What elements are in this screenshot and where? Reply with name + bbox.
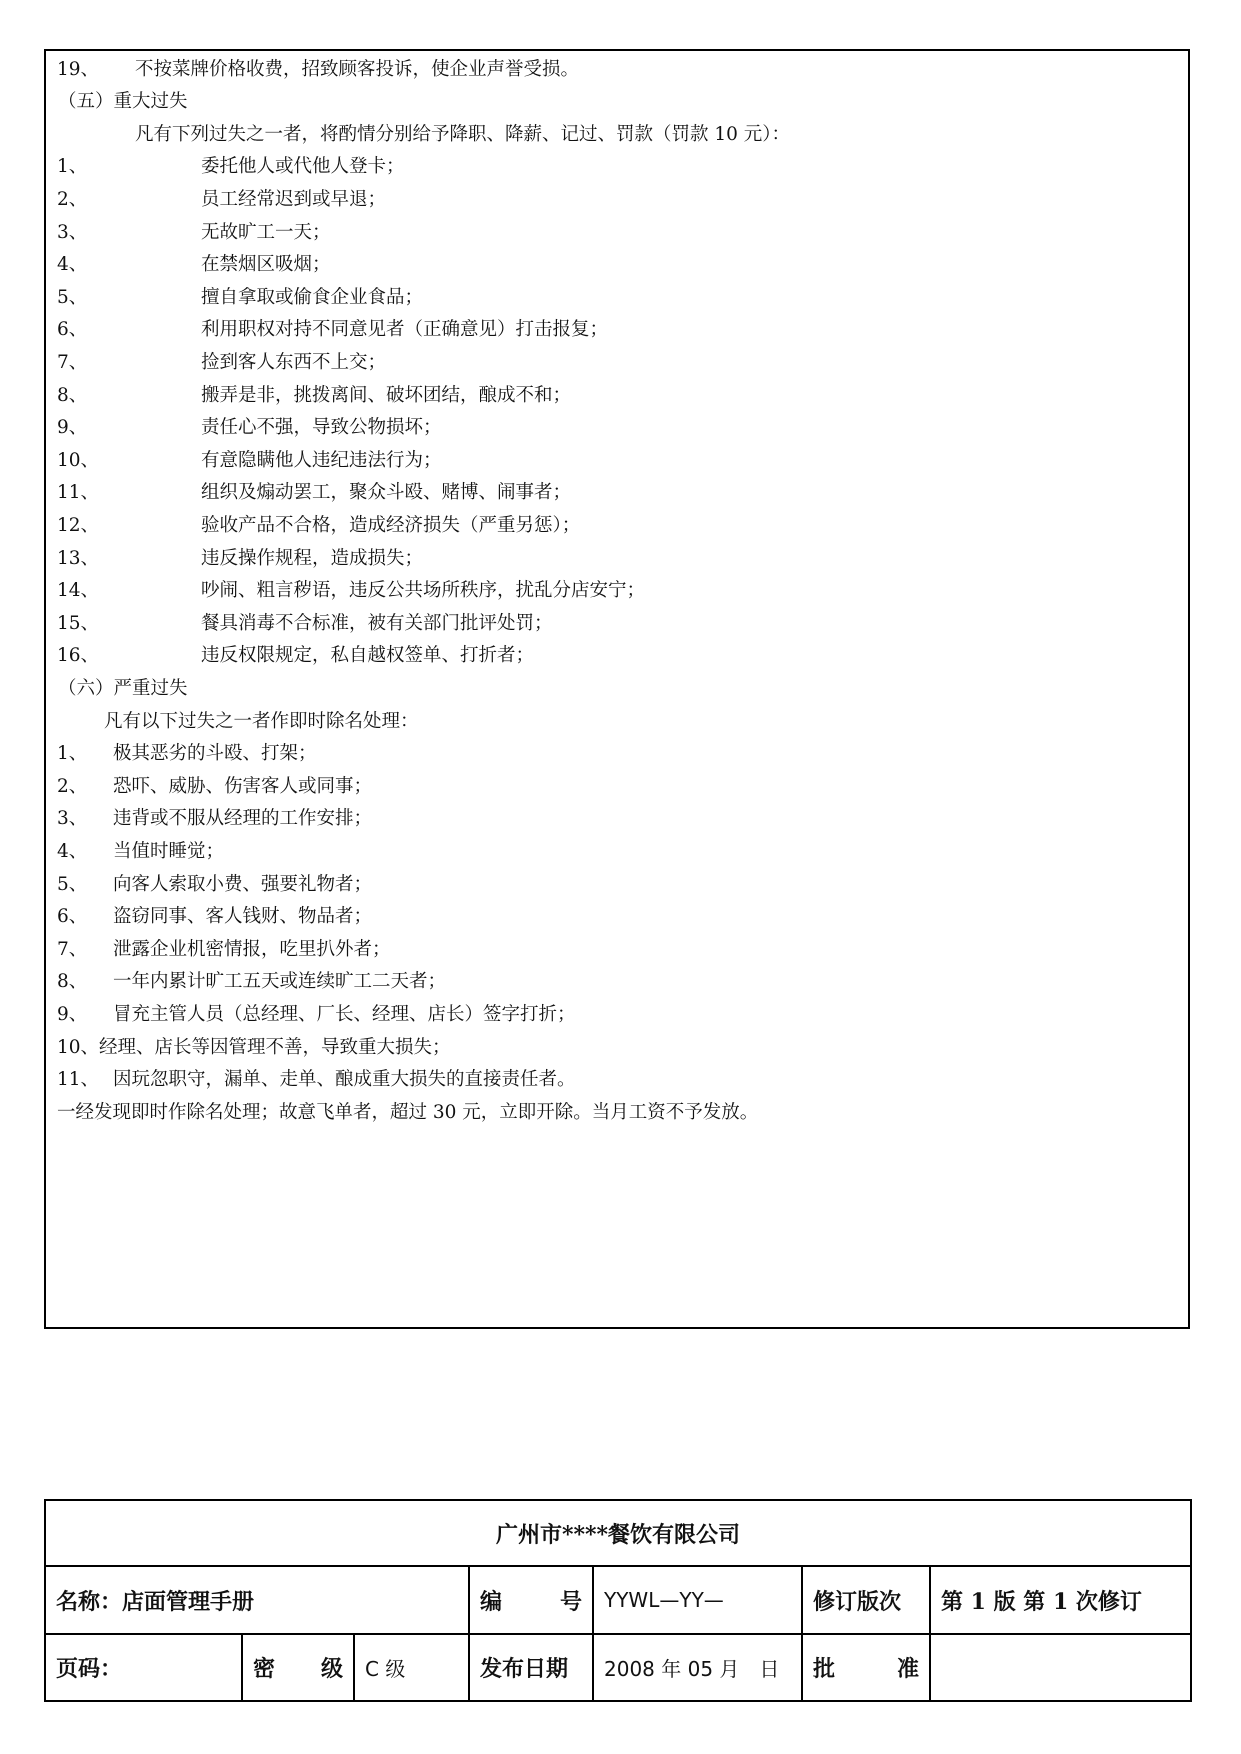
company-name: 广州市****餐饮有限公司 [45,1500,1191,1566]
code-label [469,1566,593,1634]
section-6-intro: 凡有以下过失之一者作即时除名处理： [104,711,419,732]
item-text: 在禁烟区吸烟； [201,254,331,275]
item-text: 当值时睡觉； [113,841,225,862]
secret-value: C 级 [354,1634,469,1701]
item-number: 5、 [57,287,88,308]
item-text: 一年内累计旷工五天或连续旷工二天者； [113,971,447,992]
item-text: 违反权限规定，私自越权签单、打折者； [201,645,535,666]
section-5-heading: （五）重大过失 [58,91,188,112]
item-text: 恐吓、威胁、伤害客人或同事； [113,776,373,797]
item-number: 14、 [57,580,100,601]
closing-note: 一经发现即时作除名处理；故意飞单者，超过 30 元，立即开除。当月工资不予发放。 [57,1102,759,1123]
approve-value [930,1634,1191,1701]
item-number: 4、 [57,841,88,862]
item-number: 10、 [57,450,100,471]
item-text: 责任心不强，导致公物损坏； [201,417,442,438]
item-text: 吵闹、粗言秽语，违反公共场所秩序，扰乱分店安宁； [201,580,646,601]
document-name: 名称：店面管理手册 [45,1566,469,1634]
item-text: 违反操作规程，造成损失； [201,548,424,569]
date-label: 发布日期 [469,1634,593,1701]
item-number: 1、 [57,156,88,177]
item-number: 8、 [57,385,88,406]
code-label-text: 编 号 [480,1588,582,1615]
item-text: 冒充主管人员（总经理、厂长、经理、店长）签字打折； [113,1004,576,1025]
item-number: 7、 [57,352,88,373]
approve-label-text: 批 准 [813,1656,919,1682]
item-text: 委托他人或代他人登卡； [201,156,405,177]
item-text: 泄露企业机密情报，吃里扒外者； [113,939,391,960]
item-text: 擅自拿取或偷食企业食品； [201,287,424,308]
page-label: 页码： [45,1634,242,1701]
date-value: 2008 年 05 月 日 [593,1634,802,1701]
approve-label [802,1634,930,1701]
item-text: 捡到客人东西不上交； [201,352,387,373]
item-number: 2、 [57,189,88,210]
item-number: 6、 [57,319,88,340]
item-text: 不按菜牌价格收费，招致顾客投诉，使企业声誉受损。 [135,59,580,80]
item-number: 16、 [57,645,100,666]
item-text: 搬弄是非，挑拨离间、破坏团结，酿成不和； [201,385,572,406]
item-number: 3、 [57,808,88,829]
item-number: 2、 [57,776,88,797]
code-value: YYWL—YY— [593,1566,802,1634]
item-number: 7、 [57,939,88,960]
revision-label: 修订版次 [802,1566,930,1634]
item-number: 13、 [57,548,100,569]
item-number: 5、 [57,874,88,895]
item-number: 11、 [57,482,100,503]
secret-label-text: 密 级 [253,1656,343,1682]
revision-value: 第 1 版 第 1 次修订 [930,1566,1191,1634]
item-number: 11、 [57,1069,100,1090]
item-text: 极其恶劣的斗殴、打架； [113,743,317,764]
item-text: 利用职权对持不同意见者（正确意见）打击报复； [201,319,609,340]
item-text: 因玩忽职守，漏单、走单、酿成重大损失的直接责任者。 [113,1069,576,1090]
item-number: 12、 [57,515,100,536]
item-text: 向客人索取小费、强要礼物者； [113,874,373,895]
document-content-box [44,49,1190,1329]
section-6-heading: （六）严重过失 [58,678,188,699]
item-text: 有意隐瞒他人违纪违法行为； [201,450,442,471]
item-number: 4、 [57,254,88,275]
item-text: 组织及煽动罢工，聚众斗殴、赌博、闹事者； [201,482,572,503]
list-item: 10、经理、店长等因管理不善，导致重大损失； [57,1037,451,1058]
item-text: 餐具消毒不合标准，被有关部门批评处罚； [201,613,553,634]
item-number: 1、 [57,743,88,764]
item-number: 3、 [57,222,88,243]
item-number: 9、 [57,417,88,438]
item-text: 违背或不服从经理的工作安排； [113,808,373,829]
item-text: 员工经常迟到或早退； [201,189,387,210]
item-text: 验收产品不合格，造成经济损失（严重另惩）； [201,515,581,536]
secret-label [242,1634,354,1701]
footer-table [44,1499,1192,1702]
item-number: 19、 [57,59,100,80]
item-number: 15、 [57,613,100,634]
section-5-intro: 凡有下列过失之一者，将酌情分别给予降职、降薪、记过、罚款（罚款 10 元）： [135,124,791,145]
item-number: 8、 [57,971,88,992]
item-number: 6、 [57,906,88,927]
item-number: 9、 [57,1004,88,1025]
item-text: 无故旷工一天； [201,222,331,243]
item-text: 盗窃同事、客人钱财、物品者； [113,906,373,927]
